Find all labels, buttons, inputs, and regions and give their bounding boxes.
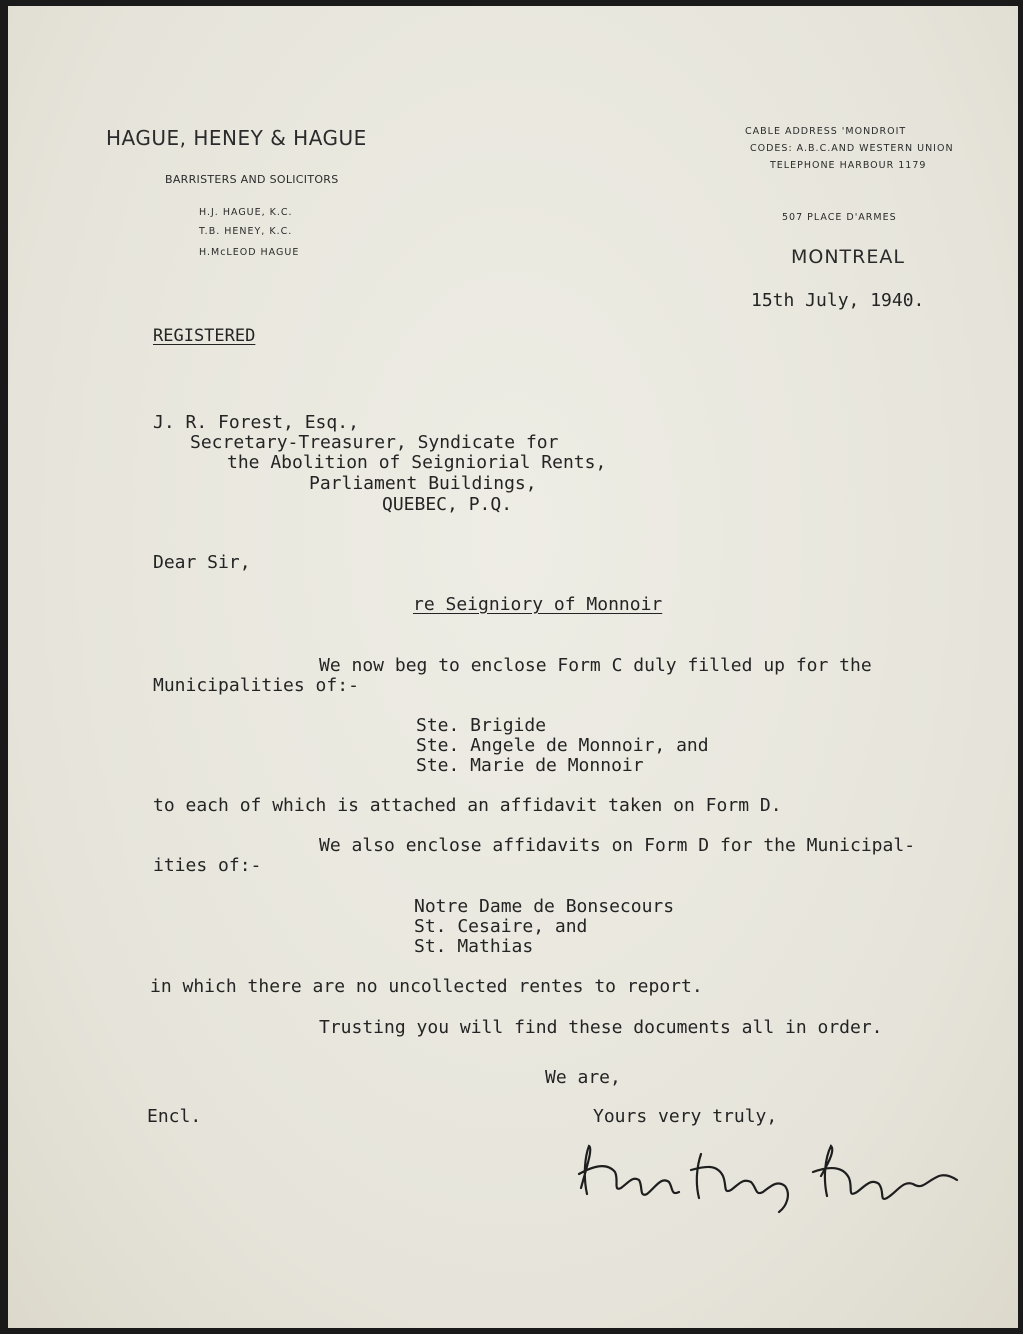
municipality-item: Ste. Marie de Monnoir [416, 755, 644, 776]
partner-name: H.McLEOD HAGUE [199, 247, 300, 258]
signature [573, 1136, 963, 1216]
street-address: 507 PLACE D'ARMES [782, 212, 897, 223]
paragraph-text: in which there are no uncollected rentes to report. [150, 976, 703, 997]
valediction: Yours very truly, [593, 1106, 778, 1127]
partner-name: T.B. HENEY, K.C. [199, 226, 293, 237]
salutation: Dear Sir, [153, 552, 251, 573]
municipality-item: Ste. Angele de Monnoir, and [416, 735, 709, 756]
telegraph-codes: CODES: A.B.C.AND WESTERN UNION [750, 143, 954, 154]
we-are: We are, [545, 1067, 621, 1088]
letter-date: 15th July, 1940. [751, 290, 925, 311]
city-name: MONTREAL [791, 246, 905, 268]
recipient-building: Parliament Buildings, [309, 473, 537, 494]
recipient-organization: the Abolition of Seigniorial Rents, [227, 452, 607, 473]
partner-name: H.J. HAGUE, K.C. [199, 207, 293, 218]
telephone-number: TELEPHONE HARBOUR 1179 [770, 160, 927, 171]
registered-mark: REGISTERED [153, 326, 256, 346]
closing-sentence: Trusting you will find these documents all in order. [319, 1017, 883, 1038]
paragraph-text: We now beg to enclose Form C duly filled up for the [319, 655, 872, 676]
letter-page [8, 6, 1018, 1328]
firm-subtitle: BARRISTERS AND SOLICITORS [165, 173, 339, 186]
paragraph-text: ities of:- [153, 855, 262, 876]
enclosure-note: Encl. [147, 1106, 202, 1127]
paragraph-text: Municipalities of:- [153, 675, 359, 696]
municipality-item: St. Cesaire, and [414, 916, 588, 937]
municipality-item: St. Mathias [414, 936, 534, 957]
subject-line: re Seigniory of Monnoir [413, 594, 663, 615]
firm-name: HAGUE, HENEY & HAGUE [106, 126, 367, 150]
recipient-title: Secretary-Treasurer, Syndicate for [190, 432, 559, 453]
paragraph-text: We also enclose affidavits on Form D for the Municipal- [319, 835, 916, 856]
municipality-item: Ste. Brigide [416, 715, 547, 736]
cable-address: CABLE ADDRESS 'MONDROIT [745, 126, 907, 137]
recipient-city: QUEBEC, P.Q. [382, 494, 513, 515]
paragraph-text: to each of which is attached an affidavit taken on Form D. [153, 795, 782, 816]
municipality-item: Notre Dame de Bonsecours [414, 896, 675, 917]
recipient-name: J. R. Forest, Esq., [153, 412, 359, 433]
